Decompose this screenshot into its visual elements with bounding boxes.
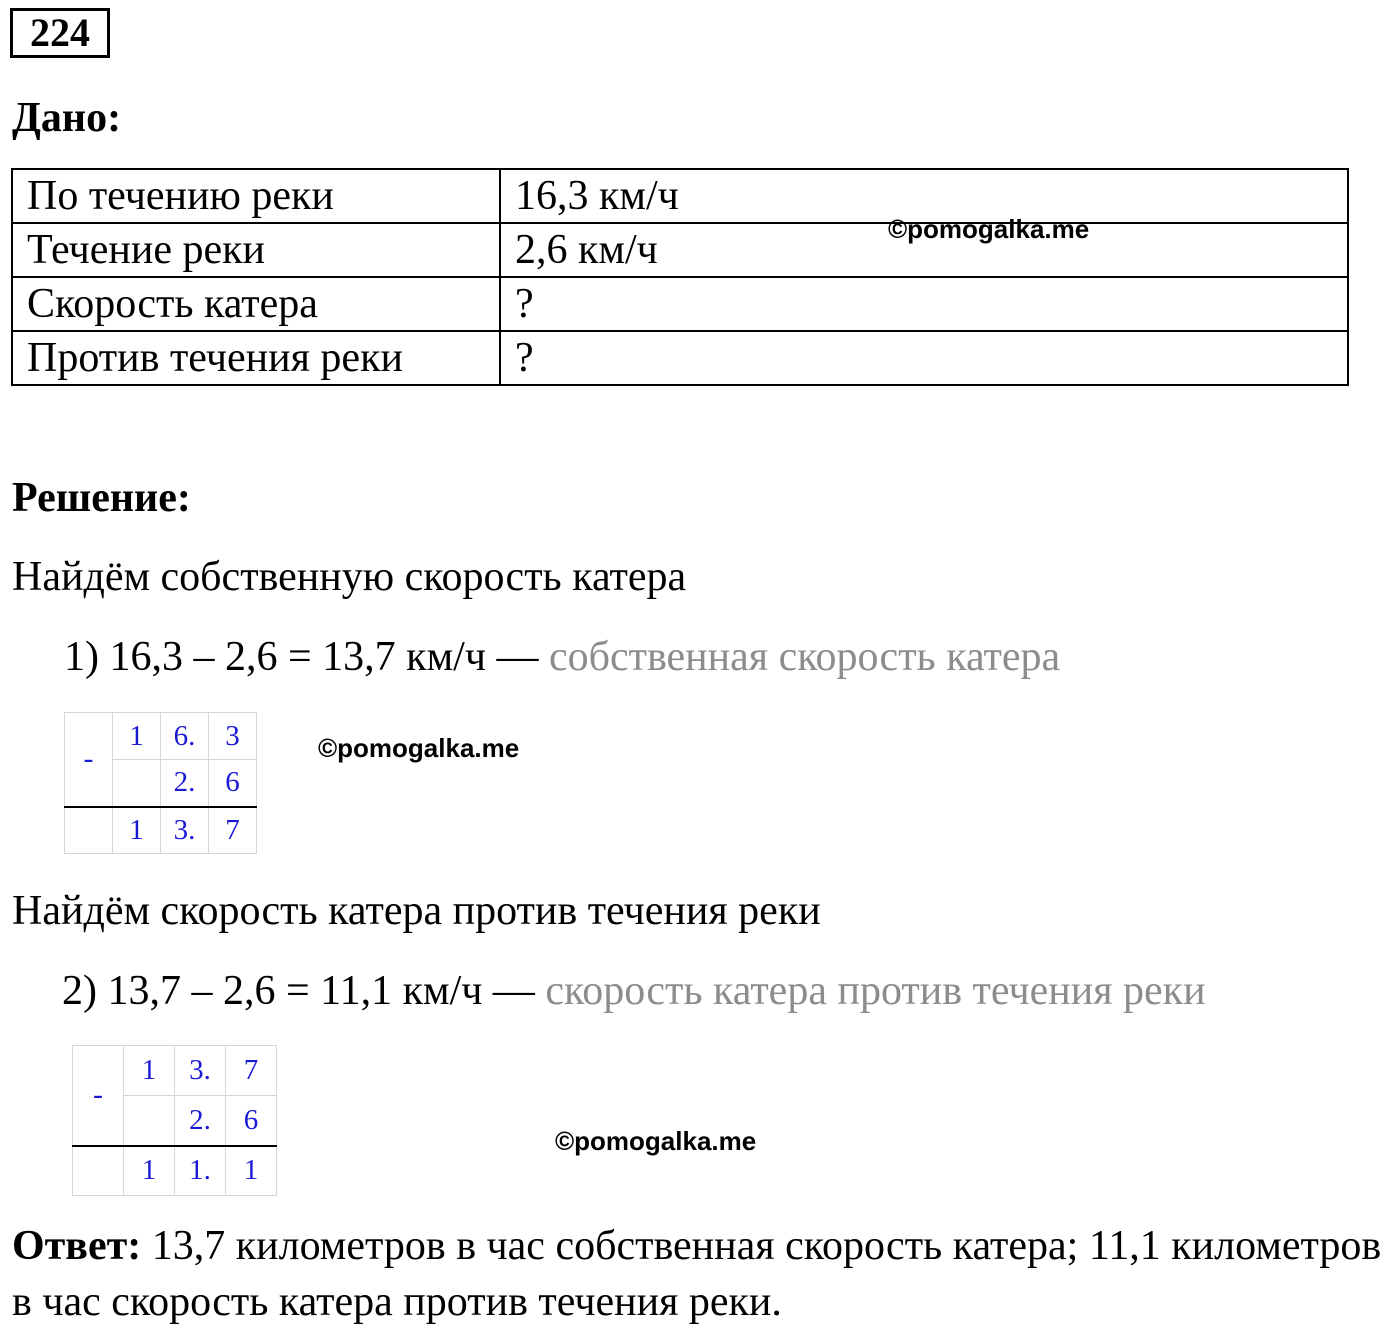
solution-heading: Решение: — [12, 475, 191, 521]
result-digit: 1 — [226, 1146, 277, 1196]
watermark: ©pomogalka.me — [555, 1126, 757, 1156]
digit-cell: 1 — [113, 713, 161, 760]
answer-label: Ответ: — [12, 1223, 142, 1269]
given-row — [12, 277, 1348, 331]
result-digit: 3. — [161, 807, 209, 854]
empty-cell — [73, 1146, 124, 1196]
given-label: По течению реки — [12, 169, 500, 223]
empty-cell — [65, 807, 113, 854]
result-digit: 1 — [124, 1146, 175, 1196]
given-heading: Дано: — [12, 95, 122, 141]
digit-cell: 6 — [226, 1096, 277, 1146]
watermark: ©pomogalka.me — [888, 214, 1090, 244]
digit-cell — [124, 1096, 175, 1146]
digit-cell: 2. — [161, 760, 209, 807]
solution-intro-2: Найдём скорость катера против течения реки — [12, 888, 821, 934]
given-label: Скорость катера — [12, 277, 500, 331]
given-row — [12, 169, 1348, 223]
digit-cell: 2. — [175, 1096, 226, 1146]
given-value: 16,3 км/ч — [500, 169, 1348, 223]
answer-text: 13,7 километров в час собственная скорость катера; 11,1 километров в час скорость катера против течения реки. — [12, 1223, 1382, 1325]
given-row — [12, 223, 1348, 277]
result-digit: 1. — [175, 1146, 226, 1196]
digit-cell: 3 — [209, 713, 257, 760]
column-subtraction-2 — [72, 1045, 277, 1196]
step-comment: скорость катера против течения реки — [545, 968, 1206, 1014]
solution-step-1 — [64, 632, 1060, 682]
digit-cell: 1 — [124, 1046, 175, 1096]
digit-cell: 3. — [175, 1046, 226, 1096]
result-digit: 1 — [113, 807, 161, 854]
minus-sign: - — [73, 1046, 124, 1146]
digit-cell: 6. — [161, 713, 209, 760]
digit-cell: 6 — [209, 760, 257, 807]
solution-intro-1: Найдём собственную скорость катера — [12, 554, 687, 600]
given-value: ? — [500, 331, 1348, 385]
given-table — [11, 168, 1349, 386]
step-expression: 2) 13,7 – 2,6 = 11,1 км/ч — — [62, 968, 535, 1014]
digit-cell: 7 — [226, 1046, 277, 1096]
given-row — [12, 331, 1348, 385]
answer — [12, 1218, 1382, 1330]
watermark: ©pomogalka.me — [318, 733, 520, 763]
column-subtraction-1 — [64, 712, 257, 854]
solution-step-2 — [62, 966, 1206, 1016]
given-value: 2,6 км/ч — [500, 223, 1348, 277]
given-label: Против течения реки — [12, 331, 500, 385]
step-comment: собственная скорость катера — [548, 634, 1061, 680]
given-value: ? — [500, 277, 1348, 331]
step-expression: 1) 16,3 – 2,6 = 13,7 км/ч — — [64, 634, 539, 680]
problem-number: 224 — [10, 8, 110, 58]
result-digit: 7 — [209, 807, 257, 854]
digit-cell — [113, 760, 161, 807]
given-label: Течение реки — [12, 223, 500, 277]
minus-sign: - — [65, 713, 113, 807]
